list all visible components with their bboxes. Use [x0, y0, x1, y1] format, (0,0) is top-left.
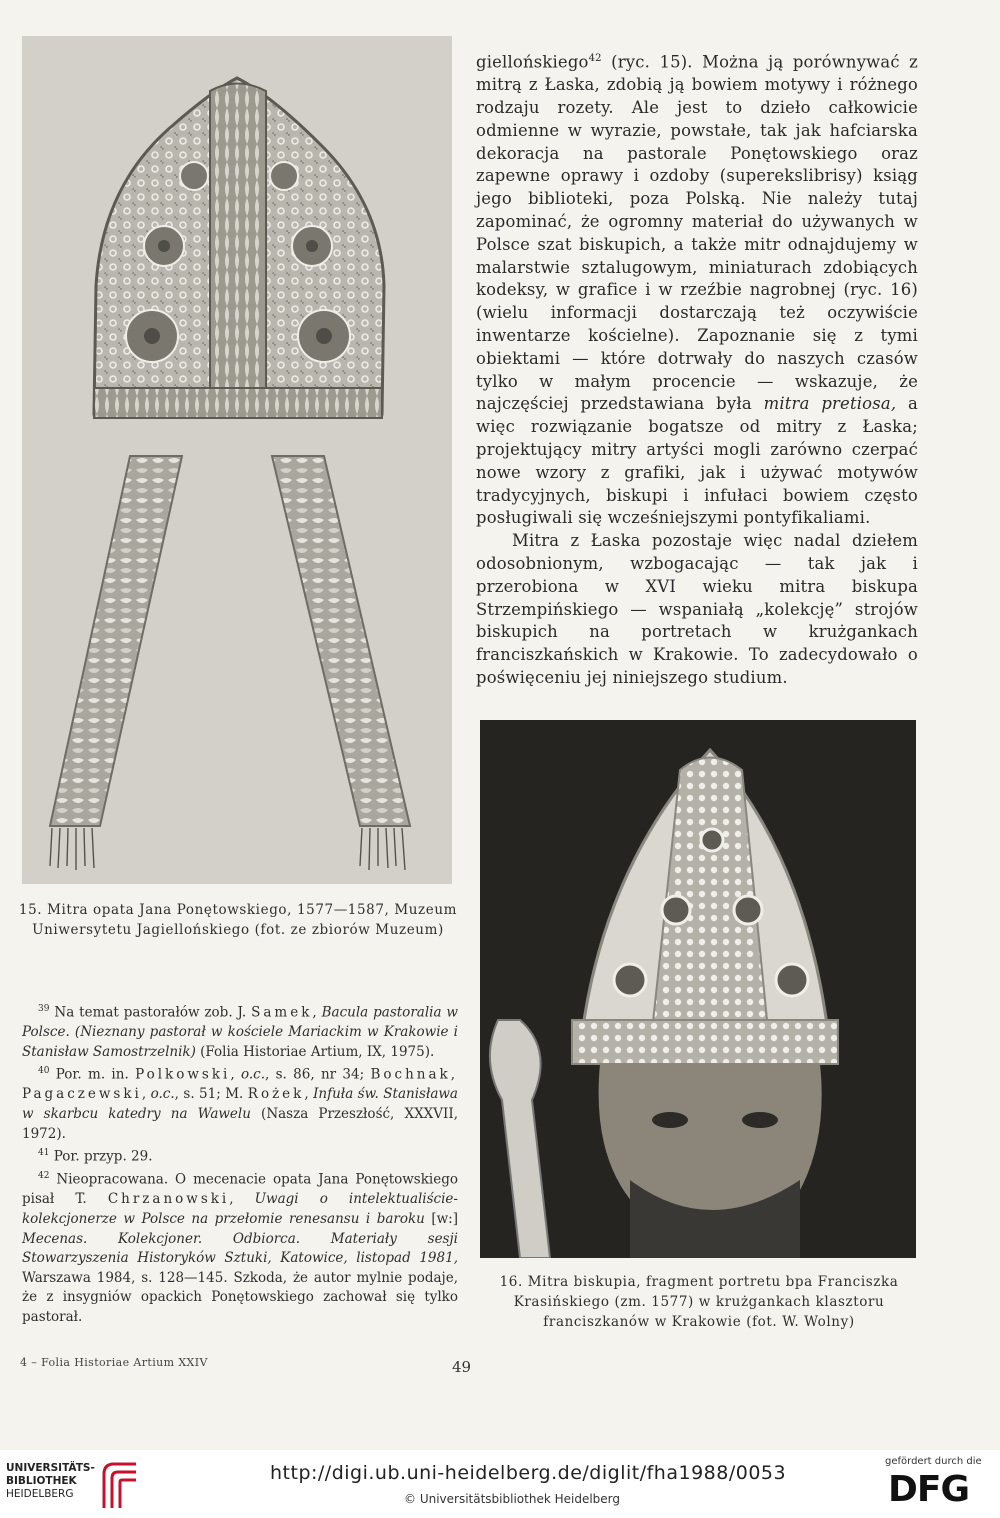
footnote-40: $^{40}$ Por. m. in. Polkowski, o.c., s. 86, nr 34; Bochnak, Pagaczewski, o.c., s. 51; M. Rożek, Infuła św. Stanisława w skarbcu katedry na Wawelu (Nasza Przeszłość, XXXVII, 1972).: [22, 1066, 458, 1142]
page-number: 49: [452, 1358, 472, 1376]
footnote-41: $^{41}$ Por. przyp. 29.: [38, 1148, 153, 1165]
figure-15-mitre-photo: [22, 36, 452, 884]
paragraph-2: Mitra z Łaska pozostaje więc nadal dziełem odosobnionym, wzbogacając — tak jak i przerobiona w XVI wieku mitra biskupa Strzempińskiego — wspaniałą „kolekcję” strojów biskupich na portretach w krużgankach franciszkańskich w Krakowie. To zadecydowało o poświęceniu jej niniejszego studium.: [476, 531, 918, 687]
ub-mark-icon: [100, 1460, 140, 1510]
journal-footer: 4 – Folia Historiae Artium XXIV: [20, 1356, 208, 1369]
ub-heidelberg-logo[interactable]: UNIVERSITÄTS- BIBLIOTHEK HEIDELBERG: [6, 1462, 95, 1500]
paragraph-1: giellońskiego$^{42}$ (ryc. 15). Można ją porównywać z mitrą z Łaska, zdobią ją bowiem motywy i różnego rodzaju rozety. Ale jest to dzieło całkowicie odmienne w wyrazie, powstałe, tak jak hafciarska dekoracja na pastorale Ponętowskiego oraz zapewne oprawy i ozdoby (superekslibrisy) ksiąg jego biblioteki, poza Polską. Nie należy tutaj zapominać, że ogromny materiał do używanych w Polsce szat biskupich, a także mitr odnajdujemy w malarstwie sztalugowym, miniaturach zdobiących kodeksy, w grafice i w rzeźbie nagrobnej (ryc. 16) (wielu informacji dostarczają też oczywiście inwentarze kościelne). Zapoznanie się z tymi obiektami — które dotrwały do naszych czasów tylko w małym procencie — wskazuje, że najczęściej przedstawiana była mitra pretiosa, a więc rozwiązanie bogatsze od mitry z Łaska; projektujący mitry artyści mogli zarówno czerpać nowe wzory z grafiki, jak i używać motywów tradycyjnych, biskupi i infułaci bowiem często posługiwali się wcześniejszymi pontyfikaliami.: [476, 52, 918, 528]
figure-15-caption: 15. Mitra opata Jana Ponętowskiego, 1577—1587, Muzeum Uniwersytetu Jagiellońskiego (fot. ze zbiorów Muzeum): [18, 902, 458, 938]
permalink-url[interactable]: http://digi.ub.uni-heidelberg.de/diglit/fha1988/0053: [270, 1462, 787, 1484]
dfg-logo[interactable]: DFG: [888, 1469, 970, 1510]
footnote-42: $^{42}$ Nieopracowana. O mecenacie opata Jana Ponętowskiego pisał T. Chrzanowski, Uwagi o intelektualiście-kolekcjonerze w Polsce na przełomie renesansu i baroku [w:] Mecenas. Kolekcjoner. Odbiorca. Materiały sesji Stowarzyszenia Historyków Sztuki, Katowice, listopad 1981, Warszawa 1984, s. 128—145. Szkoda, że autor mylnie podaje, że z insygniów opackich Ponętowskiego zachował się tylko pastorał.: [22, 1171, 458, 1325]
digitization-bar: [0, 1450, 1000, 1518]
dfg-funding-label: gefördert durch die: [885, 1456, 982, 1467]
figure-16-portrait-photo: [480, 720, 916, 1258]
footnotes: [22, 1000, 458, 1328]
footnote-39: $^{39}$ Na temat pastorałów zob. J. Samek, Bacula pastoralia w Polsce. (Nieznany pastorał w kościele Mariackim w Krakowie i Stanisław Samostrzelnik) (Folia Historiae Artium, IX, 1975).: [22, 1004, 458, 1060]
figure-16-caption: 16. Mitra biskupia, fragment portretu bpa Franciszka Krasińskiego (zm. 1577) w krużgankach klasztoru franciszkanów w Krakowie (fot. W. Wolny): [499, 1274, 899, 1330]
body-text: [476, 48, 918, 690]
copyright-notice: © Universitätsbibliothek Heidelberg: [404, 1492, 621, 1506]
